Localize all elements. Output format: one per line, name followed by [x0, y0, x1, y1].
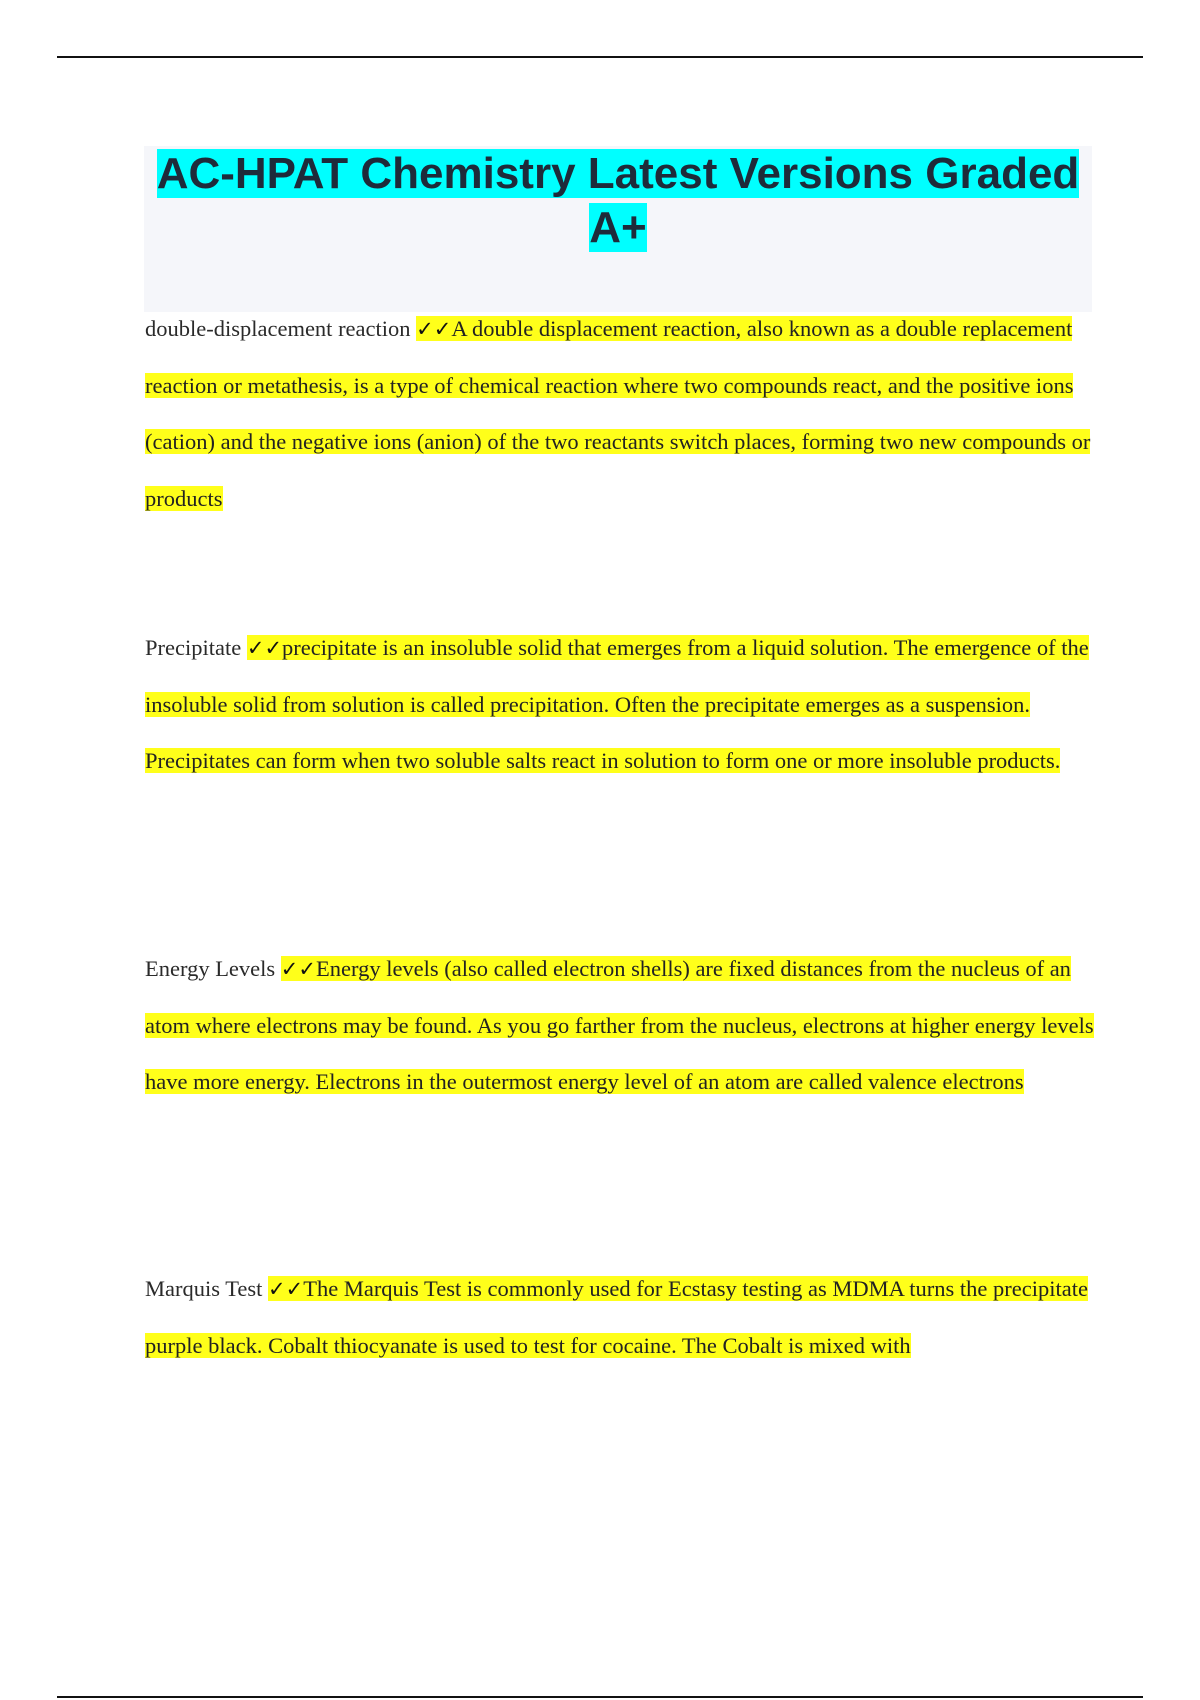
- entry-definition: [145, 1276, 1088, 1358]
- entry-definition: [145, 316, 1090, 511]
- check-mark-icon: ✓✓: [280, 957, 316, 981]
- entry-definition-text: precipitate is an insoluble solid that emerges from a liquid solution. The emergence of the insoluble solid from solution is called precipitation. Often the precipitate emerges as a suspension. Precipitates can form when two soluble salts react in solution to form one or more insoluble products.: [145, 635, 1089, 773]
- check-mark-icon: ✓✓: [416, 317, 452, 341]
- entry-marquis-test: [145, 1261, 1095, 1374]
- top-rule: [57, 56, 1143, 58]
- bottom-rule: [57, 1696, 1143, 1698]
- entry-definition-text: Energy levels (also called electron shells) are fixed distances from the nucleus of an atom where electrons may be found. As you go farther from the nucleus, electrons at higher energy levels have more energy. Electrons in the outermost energy level of an atom are called valence electrons: [145, 956, 1094, 1094]
- entry-definition: [145, 956, 1094, 1094]
- entry-double-displacement-reaction: [145, 301, 1095, 527]
- entry-definition-text: The Marquis Test is commonly used for Ecstasy testing as MDMA turns the precipitate purple black. Cobalt thiocyanate is used to test for cocaine. The Cobalt is mixed with: [145, 1276, 1088, 1358]
- page-title: [144, 146, 1092, 255]
- entry-energy-levels: [145, 941, 1095, 1111]
- entry-term: Marquis Test: [145, 1276, 263, 1301]
- entry-term: double-displacement reaction: [145, 316, 411, 341]
- entry-precipitate: [145, 620, 1095, 790]
- page-title-text: AC-HPAT Chemistry Latest Versions Graded A+: [156, 149, 1080, 252]
- check-mark-icon: ✓✓: [246, 636, 283, 660]
- check-mark-icon: ✓✓: [268, 1277, 304, 1301]
- entry-definition: [145, 635, 1089, 773]
- entry-term: Precipitate: [145, 635, 242, 660]
- entry-definition-text: A double displacement reaction, also known as a double replacement reaction or metathesis, is a type of chemical reaction where two compounds react, and the positive ions (cation) and the negative ions (anion) of the two reactants switch places, forming two new compounds or products: [145, 316, 1091, 511]
- title-block: [144, 146, 1092, 312]
- entry-term: Energy Levels: [145, 956, 276, 981]
